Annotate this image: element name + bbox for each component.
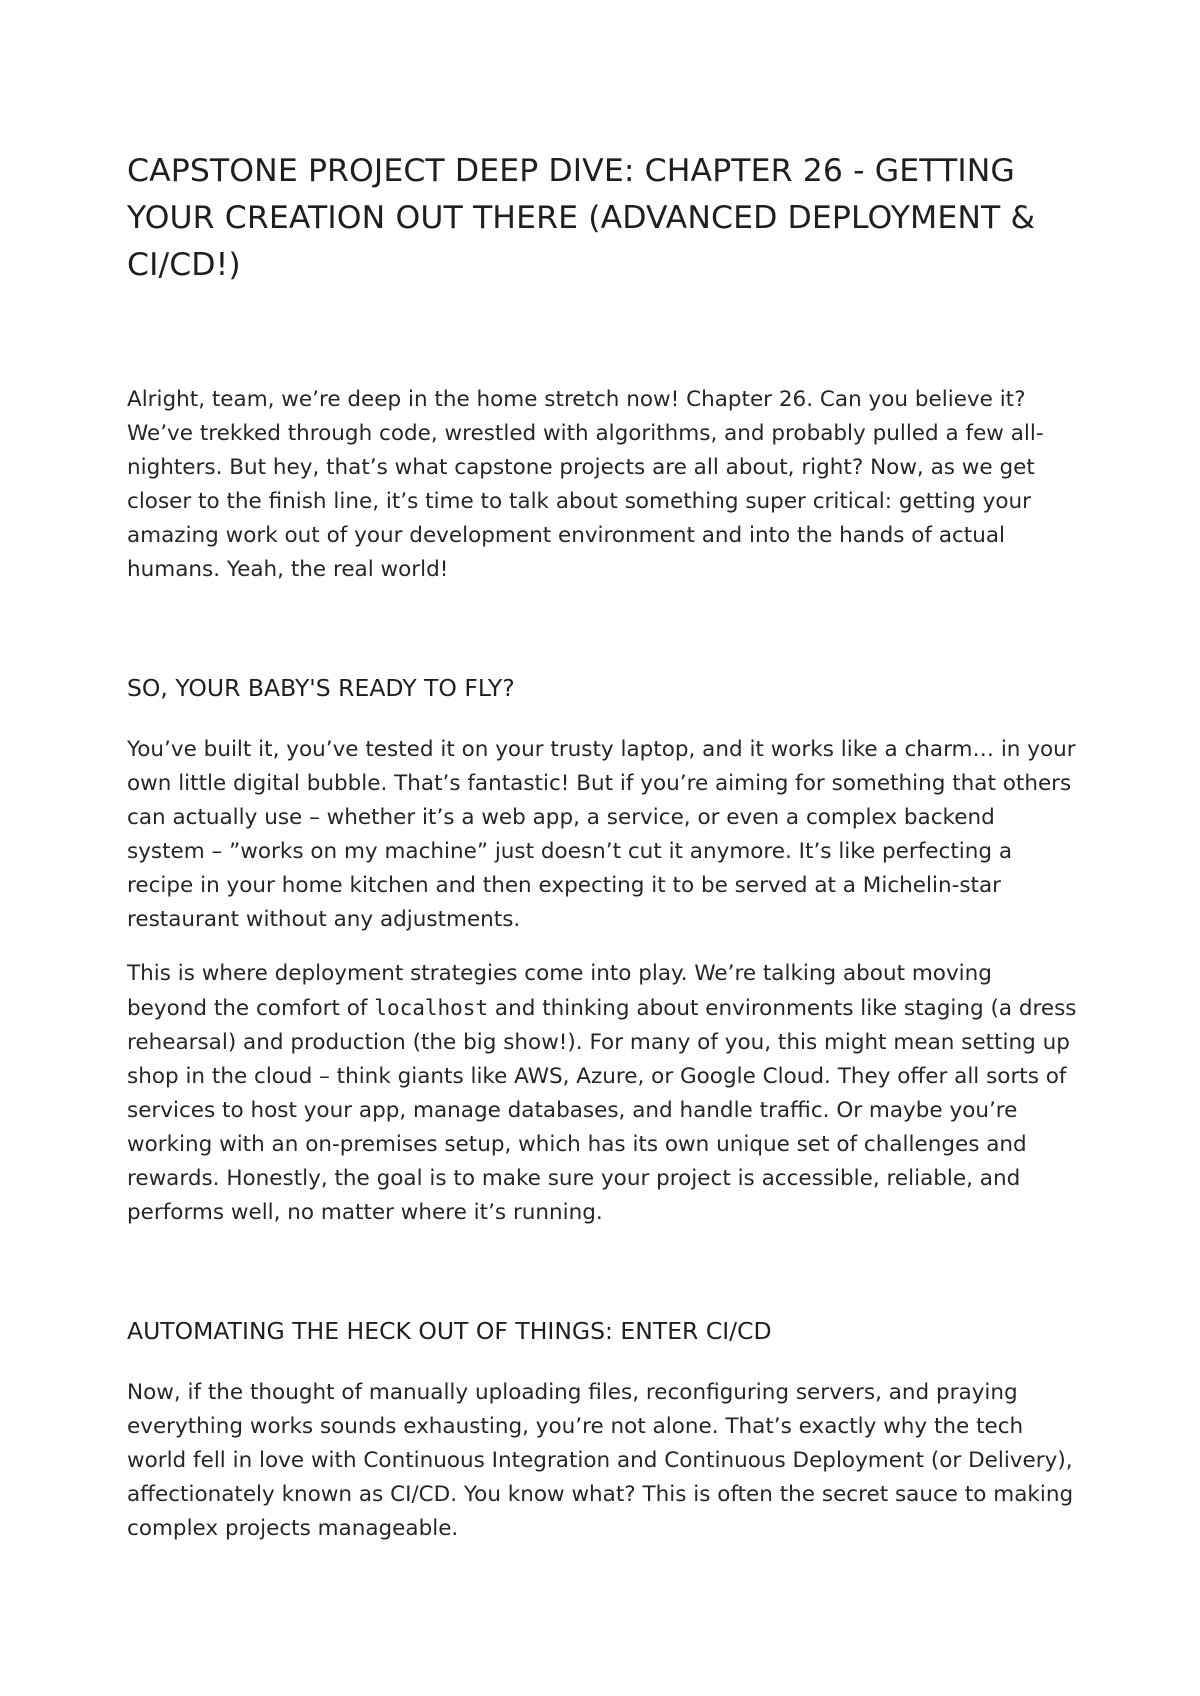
intro-paragraph: Alright, team, we’re deep in the home stretch now! Chapter 26. Can you believe it? We’ve trekked through code, wrestled with algorithms, and probably pulled a few all-nighters. But hey, that’s what capstone projects are all about, right? Now, as we get closer to the finish line, it’s time to talk about something super critical: getting your amazing work out of your development environment and into the hands of actual humans. Yeah, the real world! <box>127 387 1044 582</box>
section-heading-ci-cd: AUTOMATING THE HECK OUT OF THINGS: ENTER CI/CD <box>127 1317 772 1345</box>
paragraph-text: This is where deployment strategies come into play. We’re talking about moving beyond the comfort of <box>127 961 992 1021</box>
paragraph-text: and thinking about environments like staging (a dress rehearsal) and production (the big show!). For many of you, this might mean setting up shop in the cloud – think giants like AWS, Azure, or Google Cloud. They offer all sorts of services to host your app, manage databases, and handle traffic. Or maybe you’re working with an on-premises setup, which has its own unique set of challenges and rewards. Honestly, the goal is to make sure your project is accessible, reliable, and performs well, no matter where it’s running. <box>127 996 1077 1225</box>
section-2-paragraph-1: Now, if the thought of manually uploading files, reconfiguring servers, and praying everything works sounds exhausting, you’re not alone. That’s exactly why the tech world fell in love with Continuous Integration and Continuous Deployment (or Delivery), affectionately known as CI/CD. You know what? This is often the secret sauce to making complex projects manageable. <box>127 1380 1074 1541</box>
document-title: CAPSTONE PROJECT DEEP DIVE: CHAPTER 26 - GETTING YOUR CREATION OUT THERE (ADVANCED DEPLOYMENT & CI/CD!) <box>127 153 1036 283</box>
section-1-paragraph-2 <box>127 957 1077 1230</box>
section-heading-ready-to-fly: SO, YOUR BABY'S READY TO FLY? <box>127 674 515 702</box>
inline-code-localhost: localhost <box>374 996 489 1020</box>
section-1-paragraph-1: You’ve built it, you’ve tested it on your trusty laptop, and it works like a charm… in your own little digital bubble. That’s fantastic! But if you’re aiming for something that others can actually use – whether it’s a web app, a service, or even a complex backend system – ”works on my machine” just doesn’t cut it anymore. It’s like perfecting a recipe in your home kitchen and then expecting it to be served at a Michelin-star restaurant without any adjustments. <box>127 737 1076 932</box>
document-page <box>127 148 1077 1546</box>
